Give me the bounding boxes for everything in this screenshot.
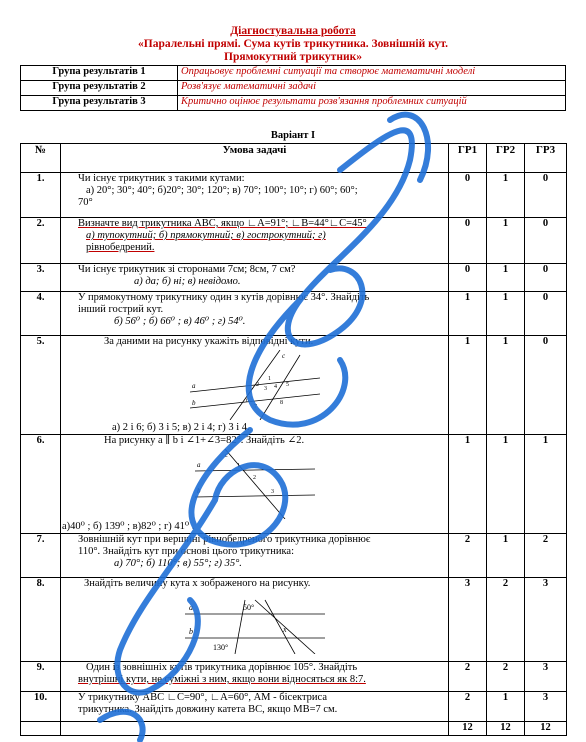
score-g2: 2 [487, 662, 525, 692]
doc-subtitle-2: Прямокутний трикутник» [224, 51, 362, 63]
fig-label: c [224, 451, 228, 459]
task-text: Визначте вид трикутника АВС, якщо ∟А=91°; ∟В=44°∟С=45° [78, 218, 367, 229]
total-g1: 12 [449, 722, 487, 736]
score-g3: 0 [525, 218, 567, 264]
score-g3: 0 [525, 173, 567, 218]
score-g3: 3 [525, 662, 567, 692]
task-num: 2. [21, 218, 61, 264]
score-g3: 0 [525, 336, 567, 435]
task-text: У трикутнику АВС ∟С=90°, ∟А=60°, АМ - бісектриса [78, 692, 327, 703]
fig-label: b [196, 487, 200, 495]
score-g2: 1 [487, 336, 525, 435]
task-cond [61, 435, 449, 534]
fig-label: b [188, 627, 193, 636]
score-g3: 1 [525, 435, 567, 534]
fig-label: 2 [255, 382, 259, 388]
score-g3: 3 [525, 692, 567, 722]
col-g1: ГР1 [449, 144, 487, 173]
table-row [21, 336, 567, 435]
group-desc: Критично оцінює результати розв'язання проблемних ситуацій [178, 96, 566, 111]
fig-label: 1 [236, 463, 240, 469]
col-g2: ГР2 [487, 144, 525, 173]
score-g2: 1 [487, 692, 525, 722]
task-text-cont: внутрішні кути, не суміжні з ним, якщо вони відносяться як 8:7. [78, 674, 366, 685]
figure-transversals [190, 350, 320, 420]
score-g3: 3 [525, 578, 567, 662]
group-desc: Опрацьовує проблемні ситуації та створює математичні моделі [178, 66, 566, 81]
score-g1: 2 [449, 534, 487, 578]
task-text: Чи існує трикутник з такими кутами: [78, 173, 245, 184]
fig-label: 2 [252, 475, 256, 481]
group-row [21, 96, 566, 111]
task-options: а) тупокутний; б) прямокутний; в) гострокутний; г) [86, 230, 326, 241]
task-text: На рисунку a ∥ b і ∠1+∠3=82°. Знайдіть ∠2. [104, 435, 305, 446]
task-num: 1. [21, 173, 61, 218]
task-num: 10. [21, 692, 61, 722]
doc-subtitle: «Паралельні прямі. Сума кутів трикутника. Зовнішній кут. [138, 38, 448, 50]
total-g3: 12 [525, 722, 567, 736]
score-g1: 1 [449, 435, 487, 534]
task-options-cont: 70° [78, 197, 93, 208]
task-num: 6. [21, 435, 61, 534]
score-g1: 2 [449, 692, 487, 722]
task-text-cont: 110°. Знайдіть кут при основі цього трикутника: [78, 546, 295, 557]
groups-table [20, 65, 566, 111]
task-num: 7. [21, 534, 61, 578]
fig-label: 1 [267, 376, 271, 382]
col-g3: ГР3 [525, 144, 567, 173]
group-row [21, 81, 566, 96]
score-g2: 1 [487, 264, 525, 292]
score-g2: 1 [487, 173, 525, 218]
table-row [21, 435, 567, 534]
task-text: За даними на рисунку укажіть відповідні кути. [104, 336, 314, 347]
table-row [21, 173, 567, 218]
fig-label: c [281, 352, 285, 360]
score-g1: 1 [449, 336, 487, 435]
totals-empty [21, 722, 61, 736]
task-num: 8. [21, 578, 61, 662]
table-row [21, 264, 567, 292]
fig-label: 8 [279, 400, 283, 406]
fig-label: a [191, 382, 195, 390]
score-g1: 3 [449, 578, 487, 662]
task-cond [61, 264, 449, 292]
score-g1: 1 [449, 292, 487, 336]
task-options: а) да; б) ні; в) невідомо. [134, 276, 241, 287]
task-options: а) 20°; 30°; 40°; б)20°; 30°; 120°; в) 70°; 100°; 10°; г) 60°; 60°; [86, 185, 358, 196]
score-g1: 0 [449, 173, 487, 218]
fig-label: 4 [273, 384, 277, 390]
score-g1: 2 [449, 662, 487, 692]
task-cond [61, 218, 449, 264]
group-name: Група результатів 1 [21, 66, 178, 81]
task-num: 3. [21, 264, 61, 292]
col-cond: Умова задачі [61, 144, 449, 173]
table-row [21, 692, 567, 722]
task-cond [61, 692, 449, 722]
task-cond [61, 292, 449, 336]
group-row [21, 66, 566, 81]
fig-label: b [191, 399, 195, 407]
score-g2: 1 [487, 534, 525, 578]
task-text: Знайдіть величину кута х зображеного на рисунку. [84, 578, 311, 589]
table-row [21, 662, 567, 692]
score-g3: 2 [525, 534, 567, 578]
task-cond [61, 578, 449, 662]
score-g2: 1 [487, 435, 525, 534]
task-cond [61, 336, 449, 435]
group-desc: Розв'язує математичні задачі [178, 81, 566, 96]
task-text: Один із зовнішніх кутів трикутника дорівнює 105°. Знайдіть [86, 662, 358, 673]
task-text-cont: інший гострий кут. [78, 304, 164, 315]
task-options: б) 56⁰ ; б) 66⁰ ; в) 46⁰ ; г) 54⁰. [114, 316, 246, 327]
table-row [21, 218, 567, 264]
total-g2: 12 [487, 722, 525, 736]
figure-parallel-lines [195, 449, 315, 519]
table-header [21, 144, 567, 173]
task-text: У прямокутному трикутнику один з кутів дорівнює 34°. Знайдіть [78, 292, 370, 303]
score-g3: 0 [525, 264, 567, 292]
score-g2: 1 [487, 292, 525, 336]
fig-label: a [196, 461, 200, 469]
task-text: Чи існує трикутник зі сторонами 7см; 8см, 7 см? [78, 264, 296, 275]
figure-angle-x [185, 592, 325, 654]
table-row [21, 292, 567, 336]
score-g3: 0 [525, 292, 567, 336]
task-options: а) 2 і 6; б) 3 і 5; в) 2 і 4; г) 3 і 4. [112, 422, 250, 433]
task-num: 4. [21, 292, 61, 336]
task-cond [61, 173, 449, 218]
score-g2: 1 [487, 218, 525, 264]
task-cond [61, 662, 449, 692]
fig-label: x [282, 625, 287, 634]
doc-title: Діагностувальна робота [230, 25, 356, 37]
task-options: а)40⁰ ; б) 139⁰ ; в)82⁰ ; г) 41⁰ . [62, 521, 195, 532]
fig-label: 3 [270, 489, 274, 495]
group-name: Група результатів 2 [21, 81, 178, 96]
totals-empty [61, 722, 449, 736]
task-num: 9. [21, 662, 61, 692]
score-g1: 0 [449, 264, 487, 292]
score-g1: 0 [449, 218, 487, 264]
task-options: а) 70°; б) 110°; в) 55°; г) 35°. [114, 558, 242, 569]
fig-label: a [188, 603, 193, 612]
task-cond [61, 534, 449, 578]
fig-label: 130° [212, 643, 228, 652]
score-g2: 2 [487, 578, 525, 662]
fig-label: 50° [242, 603, 254, 612]
tasks-table [20, 143, 567, 736]
variant-label: Варіант I [270, 130, 316, 141]
fig-label: 5 [285, 382, 289, 388]
table-row [21, 578, 567, 662]
task-text-cont: трикутника. Знайдіть довжину катета ВС, якщо МВ=7 см. [78, 704, 338, 715]
table-row [21, 534, 567, 578]
group-name: Група результатів 3 [21, 96, 178, 111]
fig-label: 3 [263, 386, 267, 392]
task-num: 5. [21, 336, 61, 435]
totals-row [21, 722, 567, 736]
fig-label: 7 [253, 404, 257, 410]
fig-label: 6 [245, 398, 249, 404]
task-text: Зовнішній кут при вершині рівнобедреного трикутника дорівнює [78, 534, 371, 545]
task-options-cont: рівнобедрений. [86, 242, 155, 253]
col-num: № [21, 144, 61, 173]
